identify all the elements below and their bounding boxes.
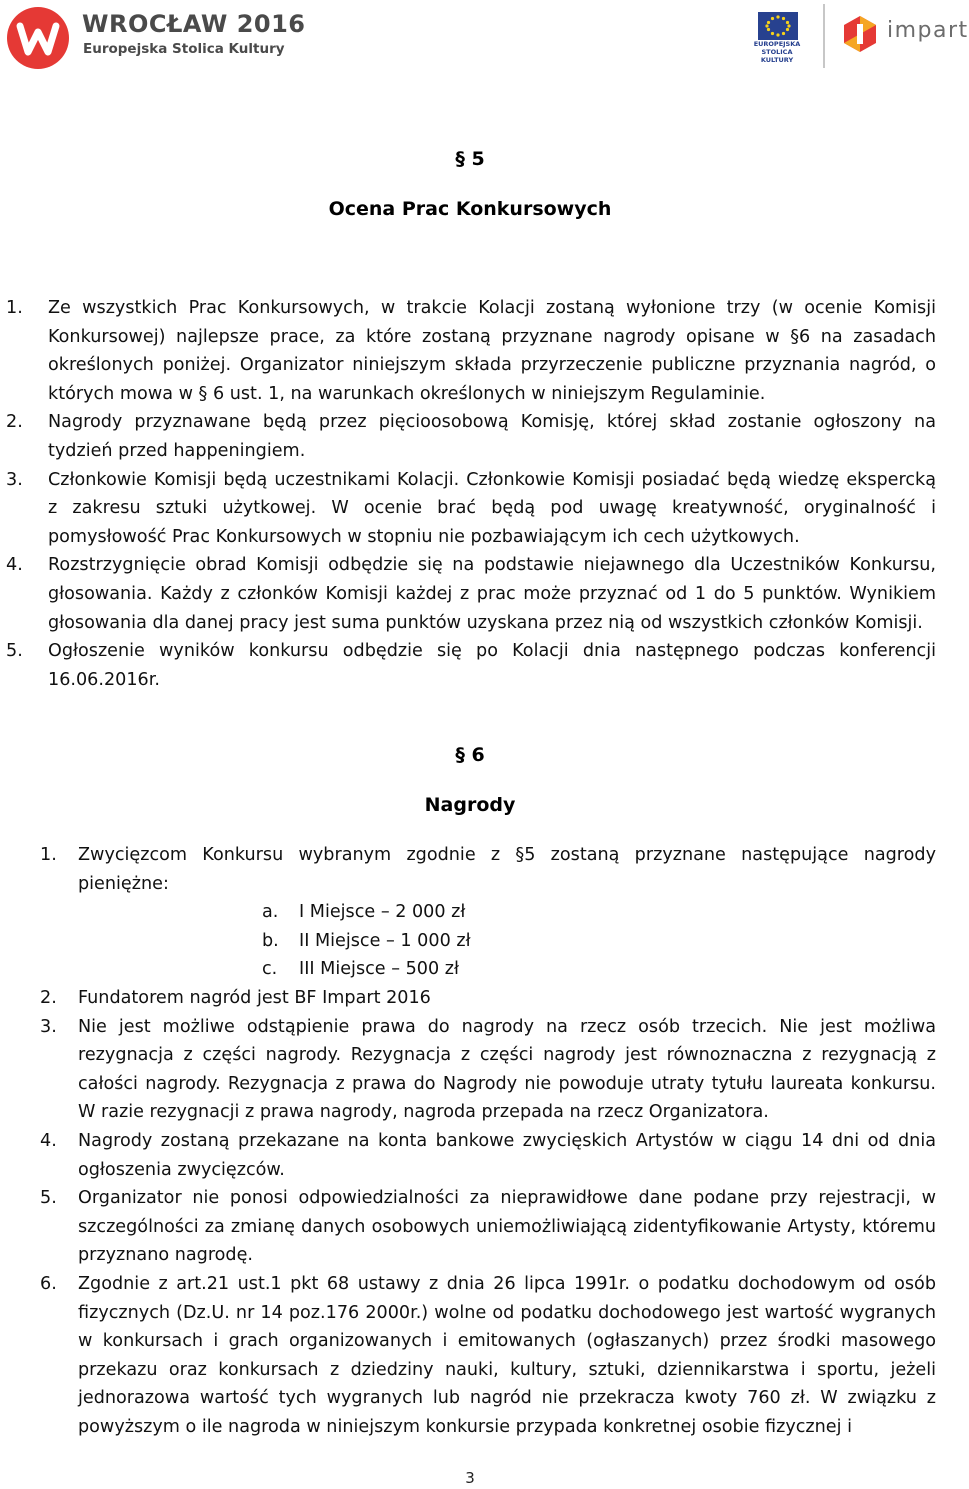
list-item xyxy=(40,984,936,1013)
list-item-text: Zgodnie z art.21 ust.1 pkt 68 ustawy z dnia 26 lipca 1991r. o podatku dochodowym od osób fizycznych (Dz.U. nr 14 poz.176 2000r.) wolne od podatku dochodowego jest wartość wygranych w konkursach i grach organizowanych i emitowanych (ogłaszanych) przez środki masowego przekazu oraz konkursach z dziedziny nauki, kultury, sztuki, dziennikarstwa i sportu, jeżeli jednorazowa wartość tych wygranych lub nagród nie przekracza kwoty 760 zł. W związku z powyższym o ile nagroda w niniejszym konkursie przypada konkretnej osobie fizycznej i xyxy=(78,1273,936,1437)
wroclaw-subtitle: Europejska Stolica Kultury xyxy=(83,41,285,57)
list-item-number: 2. xyxy=(6,412,23,433)
list-item-number: 1. xyxy=(40,845,57,865)
prize-item xyxy=(0,955,936,984)
list-item-text: Nagrody zostaną przekazane na konta bankowe zwycięskich Artystów w ciągu 14 dni od dnia ogłoszenia zwycięzców. xyxy=(78,1130,936,1180)
prize-item-letter: c. xyxy=(262,959,278,980)
wroclaw-title: WROCŁAW 2016 xyxy=(82,10,306,38)
list-item xyxy=(40,1013,936,1127)
list-item xyxy=(40,1127,936,1184)
prize-item xyxy=(0,927,936,956)
prize-item-text: II Miejsce – 1 000 zł xyxy=(299,930,471,951)
section-5-title: Ocena Prac Konkursowych xyxy=(328,198,612,220)
list-item xyxy=(6,408,936,465)
section-6-number: § 6 xyxy=(455,744,485,766)
section-5-number: § 5 xyxy=(455,148,485,170)
eu-caption xyxy=(746,40,808,64)
list-item-number: 1. xyxy=(6,298,23,318)
list-item xyxy=(40,1270,936,1442)
list-item-text: Ze wszystkich Prac Konkursowych, w trakcie Kolacji zostaną wyłonione trzy (w ocenie Komisji Konkursowej) najlepsze prace, za które zostaną przyznane nagrody opisane w §6 na zasadach określonych poniżej. Organizator niniejszym składa przyrzeczenie publiczne przyznania nagród, o których mowa w § 6 ust. 1, na warunkach określonych w niniejszym Regulaminie. xyxy=(48,298,936,404)
list-item-number: 3. xyxy=(40,1016,57,1037)
list-item-number: 4. xyxy=(6,555,23,576)
list-item-text: Nie jest możliwe odstąpienie prawa do nagrody na rzecz osób trzecich. Nie jest możliwa rezygnacja z części nagrody. Rezygnacja z części nagrody jest równoznaczna z rezygnacją z całości nagrody. Rezygnacja z prawa do Nagrody nie powoduje utraty tytułu laureata konkursu. W razie rezygnacji z prawa nagrody, nagroda przepada na rzecz Organizatora. xyxy=(78,1016,936,1123)
section-6-title: Nagrody xyxy=(424,794,516,816)
list-item-number: 3. xyxy=(6,469,23,490)
list-item-text: Zwycięzcom Konkursu wybranym zgodnie z §5 zostaną przyznane następujące nagrody pieniężne: xyxy=(78,845,936,894)
section-5-list xyxy=(6,294,936,694)
prize-sublist xyxy=(0,898,936,984)
eu-caption-line2: STOLICA KULTURY xyxy=(760,48,794,64)
list-item xyxy=(6,466,936,552)
prize-item-text: I Miejsce – 2 000 zł xyxy=(299,902,466,923)
list-item xyxy=(40,1184,936,1270)
list-item xyxy=(6,551,936,637)
list-item xyxy=(40,841,936,984)
page-header xyxy=(0,0,969,75)
impart-logo-icon xyxy=(840,14,880,54)
list-item-text: Organizator nie ponosi odpowiedzialności za nieprawidłowe dane podane przy rejestracji, w szczególności za zmianę danych osobowych uniemożliwiającą zidentyfikowanie Artysty, któremu przyznano nagrodę. xyxy=(78,1188,936,1266)
list-item-text: Nagrody przyznawane będą przez pięcioosobową Komisję, której skład zostanie ogłoszony na tydzień przed happeningiem. xyxy=(48,412,936,461)
list-item-number: 6. xyxy=(40,1273,57,1294)
prize-item-text: III Miejsce – 500 zł xyxy=(299,959,459,980)
list-item xyxy=(6,637,936,694)
prize-item-letter: a. xyxy=(262,902,279,923)
list-item-text: Fundatorem nagród jest BF Impart 2016 xyxy=(78,987,431,1008)
prize-item xyxy=(0,898,936,927)
list-item xyxy=(6,294,936,408)
page-number: 3 xyxy=(465,1469,475,1487)
section-6-list xyxy=(40,841,936,1441)
list-item-text: Rozstrzygnięcie obrad Komisji odbędzie się na podstawie niejawnego dla Uczestników Konkursu, głosowania. Każdy z członków Komisji każdej z prac może przyznać od 1 do 5 punktów. Wynikiem głosowania dla danej pracy jest suma punktów uzyskana przez nią od wszystkich członków Komisji. xyxy=(48,555,936,633)
list-item-text: Członkowie Komisji będą uczestnikami Kolacji. Członkowie Komisji posiadać będą wiedzę ekspercką z zakresu sztuki użytkowej. W ocenie brać będą pod uwagę kreatywność, oryginalność i pomysłowość Prac Konkursowych w stopniu nie pozbawiającym ich cech użytkowych. xyxy=(48,469,936,547)
prize-item-letter: b. xyxy=(262,930,279,951)
wroclaw-2016-logo-icon xyxy=(6,6,70,70)
eu-caption-line1: EUROPEJSKA xyxy=(753,40,801,48)
list-item-text: Ogłoszenie wyników konkursu odbędzie się po Kolacji dnia następnego podczas konferencji 16.06.2016r. xyxy=(48,641,936,690)
list-item-number: 5. xyxy=(6,641,23,662)
list-item-number: 2. xyxy=(40,987,57,1008)
list-item-number: 5. xyxy=(40,1188,57,1209)
list-item-number: 4. xyxy=(40,1130,57,1151)
impart-wordmark: impart xyxy=(887,18,969,43)
header-divider xyxy=(823,4,825,68)
